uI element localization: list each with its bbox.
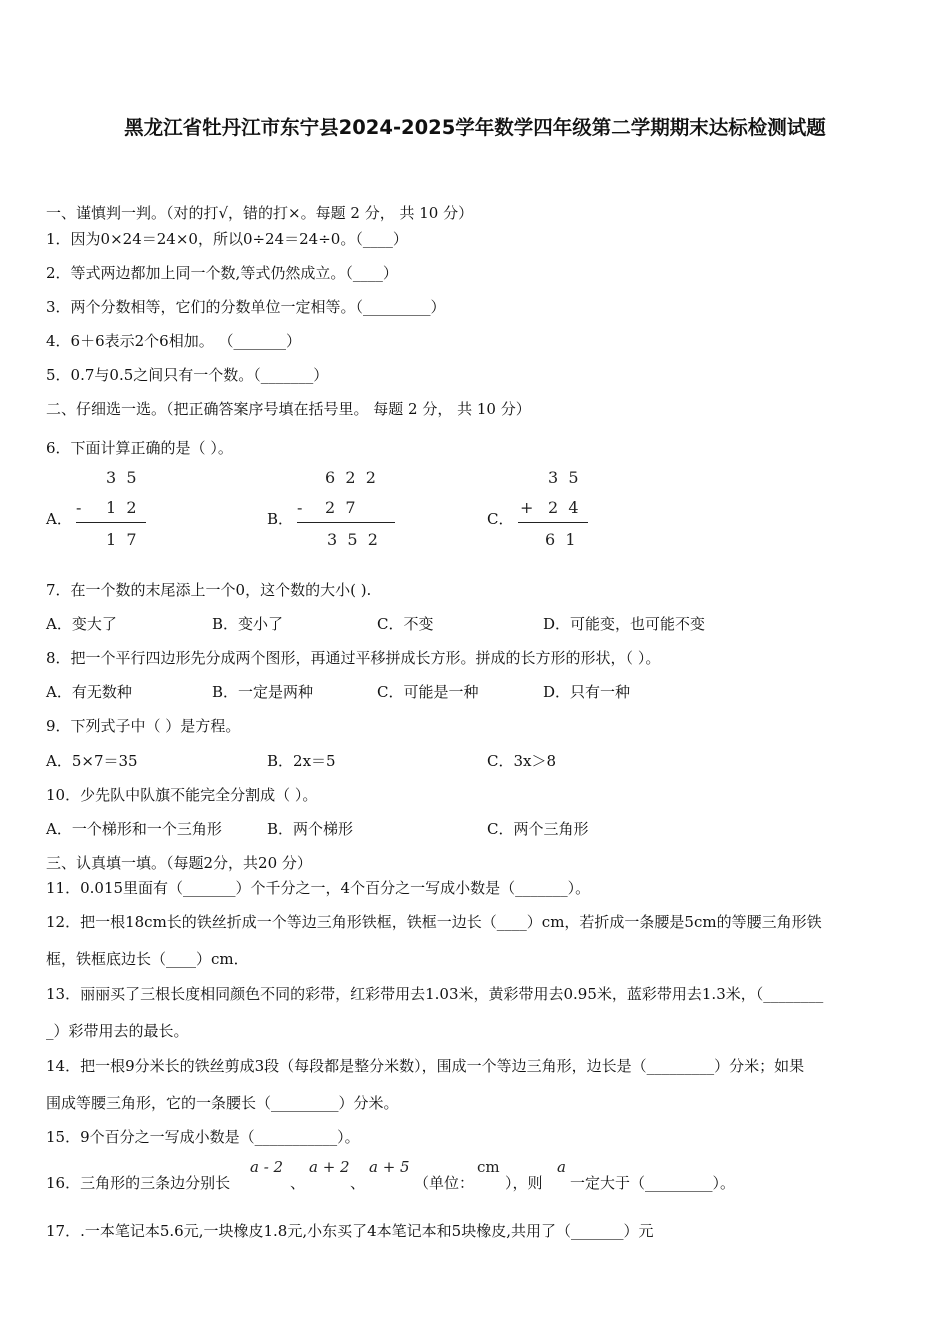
- question-10-stem: 10．少先队中队旗不能完全分割成（ ）。: [46, 786, 318, 804]
- option-10c: C．两个三角形: [487, 820, 589, 838]
- arithmetic-6a: [76, 468, 156, 558]
- question-9-stem: 9．下列式子中（ ）是方程。: [46, 717, 241, 735]
- arith-6a-op: -: [76, 498, 82, 517]
- option-9a: A．5×7＝35: [46, 752, 138, 770]
- question-4: 4．6＋6表示2个6相加。 （_______）: [46, 332, 301, 350]
- question-17: 17．.一本笔记本5.6元,一块橡皮1.8元,小东买了4本笔记本和5块橡皮,共用了（_______）元: [46, 1222, 654, 1240]
- page-title: 黑龙江省牡丹江市东宁县2024-2025学年数学四年级第二学期期末达标检测试题: [124, 116, 826, 139]
- question-13-line2: _）彩带用去的最长。: [46, 1022, 189, 1040]
- question-15: 15．9个百分之一写成小数是（___________）。: [46, 1128, 360, 1146]
- question-11: 11．0.015里面有（_______）个千分之一，4个百分之一写成小数是（_______）。: [46, 879, 591, 897]
- arithmetic-6b: [297, 468, 397, 558]
- option-7b: B．变小了: [212, 615, 284, 633]
- question-13-line1: 13．丽丽买了三根长度相同颜色不同的彩带，红彩带用去1.03米，黄彩带用去0.95米，蓝彩带用去1.3米，（________: [46, 985, 824, 1003]
- question-16-sep2: 、: [350, 1174, 366, 1192]
- question-5: 5．0.7与0.5之间只有一个数。（_______）: [46, 366, 329, 384]
- question-16-unit-suffix: ），则: [505, 1174, 543, 1192]
- math-expr-2: a + 2: [309, 1158, 350, 1176]
- question-14-line2: 围成等腰三角形，它的一条腰长（_________）分米。: [46, 1094, 399, 1112]
- arith-6c-result: 6 1: [545, 530, 576, 549]
- option-8b: B．一定是两种: [212, 683, 314, 701]
- option-6a-label: A．: [46, 510, 72, 528]
- option-6b-label: B．: [267, 510, 294, 528]
- math-expr-3: a + 5: [369, 1158, 410, 1176]
- option-7c: C．不变: [377, 615, 434, 633]
- section3-header: 三、认真填一填。（每题2分，共20 分）: [46, 854, 312, 872]
- option-8c: C．可能是一种: [377, 683, 479, 701]
- question-16-suffix: 一定大于（_________）。: [570, 1174, 736, 1192]
- option-6c-label: C．: [487, 510, 514, 528]
- arithmetic-6c: [518, 468, 598, 558]
- option-9c: C．3x＞8: [487, 752, 557, 770]
- math-expr-1: a - 2: [250, 1158, 284, 1176]
- question-2: 2．等式两边都加上同一个数,等式仍然成立。（____）: [46, 264, 398, 282]
- option-7d: D．可能变，也可能不变: [543, 615, 706, 633]
- question-6-stem: 6．下面计算正确的是（ ）。: [46, 439, 233, 457]
- question-1: 1．因为0×24＝24×0，所以0÷24＝24÷0。（____）: [46, 230, 408, 248]
- question-16-prefix: 16．三角形的三条边分别长: [46, 1174, 231, 1192]
- option-10a: A．一个梯形和一个三角形: [46, 820, 222, 838]
- arith-6b-rule: [297, 522, 395, 523]
- arith-6b-result: 3 5 2: [327, 530, 378, 549]
- question-3: 3．两个分数相等，它们的分数单位一定相等。（_________）: [46, 298, 446, 316]
- arith-6b-top: 6 2 2: [325, 468, 376, 487]
- math-unit: cm: [477, 1158, 500, 1176]
- option-8a: A．有无数种: [46, 683, 132, 701]
- arith-6c-op: +: [520, 498, 534, 517]
- question-7-stem: 7．在一个数的末尾添上一个0，这个数的大小( ).: [46, 581, 372, 599]
- option-10b: B．两个梯形: [267, 820, 354, 838]
- question-12-line1: 12．把一根18cm长的铁丝折成一个等边三角形铁框，铁框一边长（____）cm，若折成一条腰是5cm的等腰三角形铁: [46, 913, 822, 931]
- math-var: a: [557, 1158, 566, 1176]
- question-8-stem: 8．把一个平行四边形先分成两个图形，再通过平移拼成长方形。拼成的长方形的形状，（ ）。: [46, 649, 661, 667]
- arith-6c-mid: 2 4: [548, 498, 579, 517]
- question-14-line1: 14．把一根9分米长的铁丝剪成3段（每段都是整分米数），围成一个等边三角形，边长是（_________）分米；如果: [46, 1057, 805, 1075]
- section1-header: 一、谨慎判一判。（对的打√，错的打×。每题 2 分， 共 10 分）: [46, 204, 474, 222]
- arith-6c-rule: [518, 522, 588, 523]
- arith-6a-top: 3 5: [106, 468, 137, 487]
- option-9b: B．2x＝5: [267, 752, 336, 770]
- arith-6a-result: 1 7: [106, 530, 137, 549]
- arith-6c-top: 3 5: [548, 468, 579, 487]
- section2-header: 二、仔细选一选。（把正确答案序号填在括号里。 每题 2 分， 共 10 分）: [46, 400, 531, 418]
- option-7a: A．变大了: [46, 615, 117, 633]
- arith-6b-mid: 2 7: [325, 498, 356, 517]
- arith-6a-mid: 1 2: [106, 498, 137, 517]
- option-8d: D．只有一种: [543, 683, 631, 701]
- question-16-unit-prefix: （单位：: [414, 1174, 475, 1192]
- arith-6b-op: -: [297, 498, 303, 517]
- arith-6a-rule: [76, 522, 146, 523]
- question-12-line2: 框，铁框底边长（____）cm．: [46, 950, 249, 968]
- question-16-sep1: 、: [290, 1174, 306, 1192]
